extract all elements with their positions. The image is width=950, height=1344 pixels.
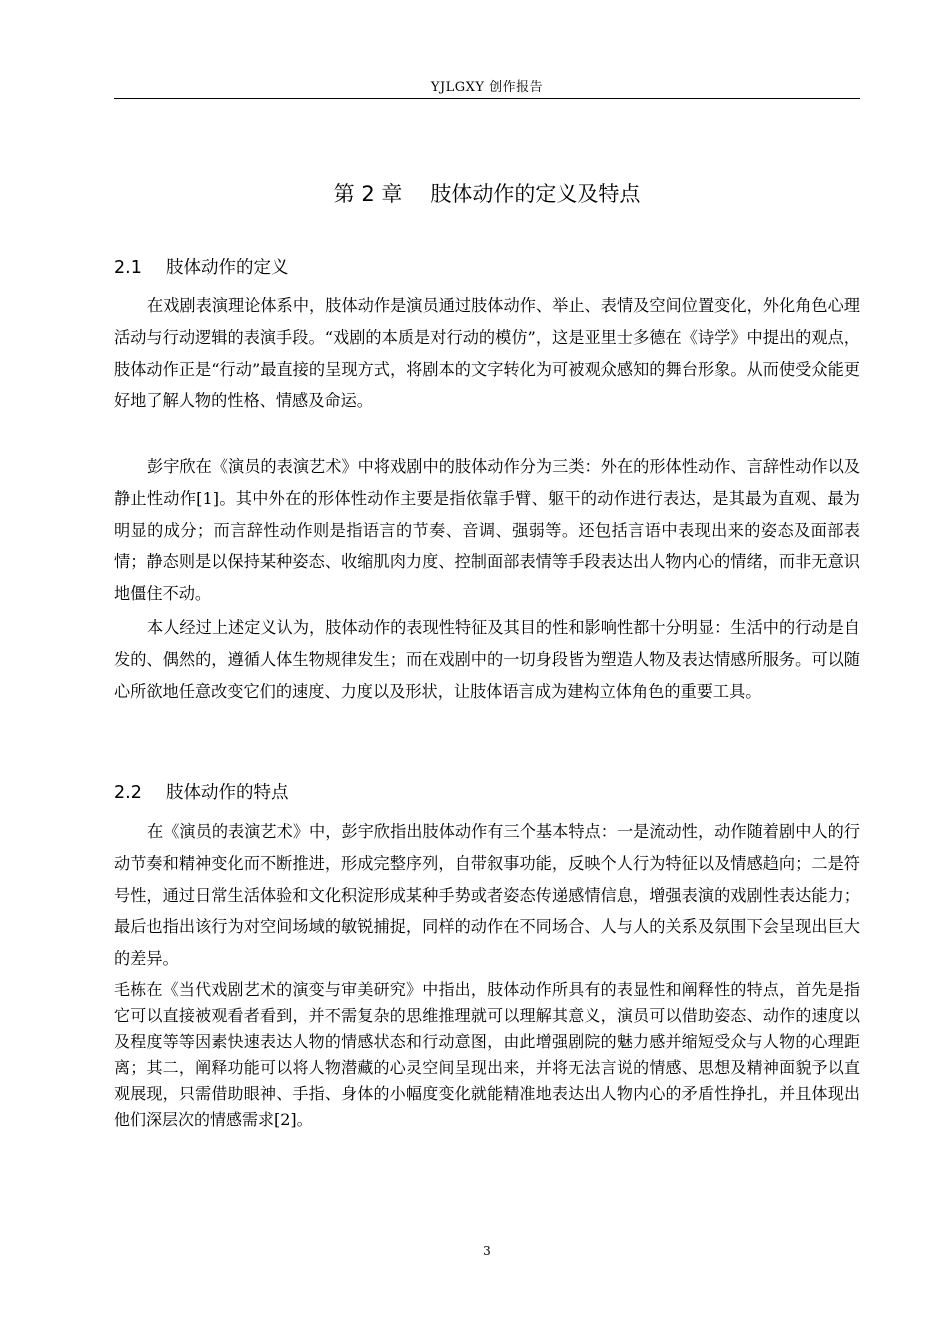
section-heading-2-2 xyxy=(114,779,860,804)
chapter-title-text: 肢体动作的定义及特点 xyxy=(430,182,641,206)
paragraph: 毛栋在《当代戏剧艺术的演变与审美研究》中指出，肢体动作所具有的表显性和阐释性的特点，首先是指它可以直接被观看者看到，并不需复杂的思维推理就可以理解其意义，演员可以借助姿态、动作的速度以及程度等等因素快速表达人物的情感状态和行动意图，由此增强剧院的魅力感并缩短受众与人物的心理距离；其二，阐释功能可以将人物潜藏的心灵空间呈现出来，并将无法言说的情感、思想及精神面貌予以直观展现，只需借助眼神、手指、身体的小幅度变化就能精准地表达出人物内心的矛盾性挣扎，并且体现出他们深层次的情感需求[2]。 xyxy=(114,980,860,1129)
page-number: 3 xyxy=(483,1244,491,1258)
chapter-number: 第 2 章 xyxy=(333,182,403,206)
paragraph: 在《演员的表演艺术》中，彭宇欣指出肢体动作有三个基本特点：一是流动性，动作随着剧中人的行动节奏和精神变化而不断推进，形成完整序列，自带叙事功能，反映个人行为特征以及情感趋向；二是符号性，通过日常生活体验和文化积淀形成某种手势或者姿态传递感情信息，增强表演的戏剧性表达能力；最后也指出该行为对空间场域的敏锐捕捉，同样的动作在不同场合、人与人的关系及氛围下会呈现出巨大的差异。 xyxy=(114,822,860,969)
section-number: 2.2 xyxy=(114,783,142,803)
running-header: YJLGXY 创作报告 xyxy=(430,80,544,95)
section-title: 肢体动作的定义 xyxy=(166,258,289,278)
paragraph: 彭宇欣在《演员的表演艺术》中将戏剧中的肢体动作分为三类：外在的形体性动作、言辞性动作以及静止性动作[1]。其中外在的形体性动作主要是指依靠手臂、躯干的动作进行表达，是其最为直观、最为明显的成分；而言辞性动作则是指语言的节奏、音调、强弱等。还包括言语中表现出来的姿态及面部表情；静态则是以保持某种姿态、收缩肌肉力度、控制面部表情等手段表达出人物内心的情绪，而非无意识地僵住不动。 xyxy=(114,457,860,604)
paragraph: 本人经过上述定义认为，肢体动作的表现性特征及其目的性和影响性都十分明显：生活中的行动是自发的、偶然的，遵循人体生物规律发生；而在戏剧中的一切身段皆为塑造人物及表达情感所服务。可以随心所欲地任意改变它们的速度、力度以及形状，让肢体语言成为建构立体角色的重要工具。 xyxy=(114,618,860,701)
section-heading-2-1 xyxy=(114,254,860,279)
header-divider xyxy=(114,98,860,99)
section-title: 肢体动作的特点 xyxy=(166,783,289,803)
paragraph: 在戏剧表演理论体系中，肢体动作是演员通过肢体动作、举止、表情及空间位置变化，外化角色心理活动与行动逻辑的表演手段。“戏剧的本质是对行动的模仿”，这是亚里士多德在《诗学》中提出的观点，肢体动作正是“行动”最直接的呈现方式，将剧本的文字转化为可被观众感知的舞台形象。从而使受众能更好地了解人物的性格、情感及命运。 xyxy=(114,296,860,411)
chapter-title xyxy=(114,178,860,208)
section-number: 2.1 xyxy=(114,258,142,278)
